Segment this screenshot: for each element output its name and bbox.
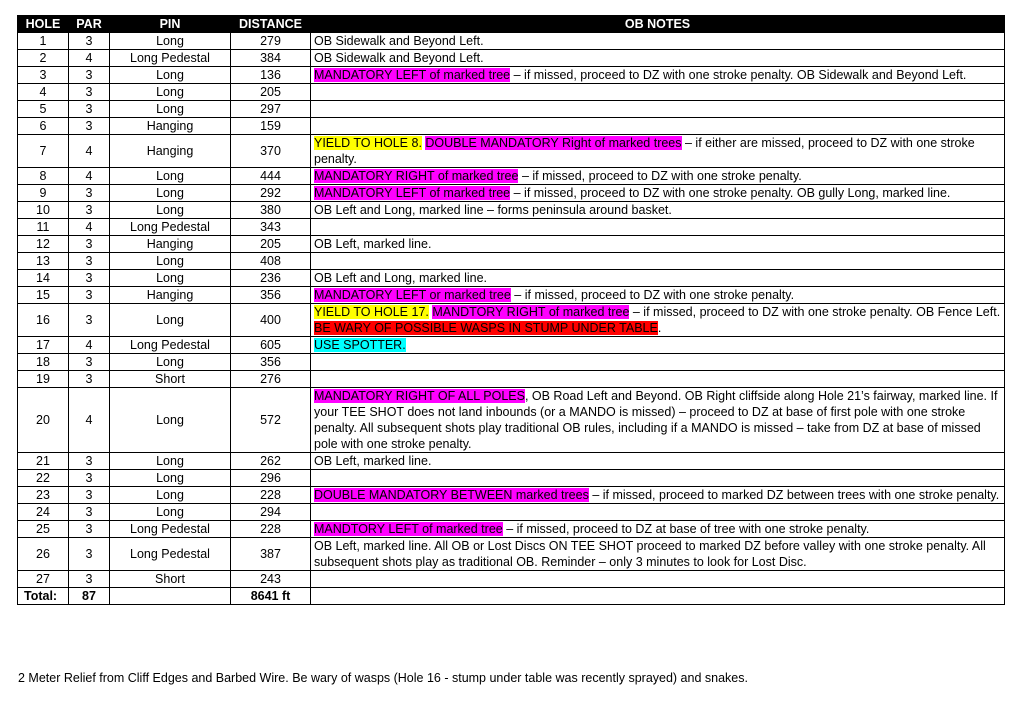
hole-distance: 297 <box>231 101 311 118</box>
table-row <box>18 453 1005 470</box>
highlighted-note: DOUBLE MANDATORY Right of marked trees <box>425 136 682 150</box>
hole-number: 5 <box>18 101 69 118</box>
note-text: – if missed, proceed to DZ at base of tree with one stroke penalty. <box>502 522 870 536</box>
hole-par: 3 <box>69 67 110 84</box>
hole-number: 1 <box>18 33 69 50</box>
hole-distance: 572 <box>231 388 311 453</box>
table-row <box>18 487 1005 504</box>
hole-number: 24 <box>18 504 69 521</box>
hole-number: 17 <box>18 337 69 354</box>
total-distance: 8641 ft <box>231 588 311 605</box>
hole-distance: 279 <box>231 33 311 50</box>
hole-notes <box>311 304 1005 337</box>
table-row <box>18 33 1005 50</box>
hole-notes <box>311 287 1005 304</box>
hole-par: 3 <box>69 270 110 287</box>
hole-notes <box>311 33 1005 50</box>
hole-pin: Long <box>110 101 231 118</box>
hole-number: 23 <box>18 487 69 504</box>
hole-par: 4 <box>69 219 110 236</box>
hole-pin: Long <box>110 504 231 521</box>
note-text: – if missed, proceed to DZ with one stroke penalty. OB Fence Left. <box>629 305 1001 319</box>
hole-number: 11 <box>18 219 69 236</box>
hole-distance: 356 <box>231 287 311 304</box>
table-row <box>18 504 1005 521</box>
hole-par: 3 <box>69 521 110 538</box>
hole-distance: 294 <box>231 504 311 521</box>
hole-pin: Long Pedestal <box>110 50 231 67</box>
hole-par: 3 <box>69 538 110 571</box>
hole-par: 3 <box>69 354 110 371</box>
highlighted-note: MANDATORY LEFT of marked tree <box>314 68 511 82</box>
hole-notes <box>311 118 1005 135</box>
hole-pin: Long <box>110 67 231 84</box>
hole-pin: Long <box>110 470 231 487</box>
hole-pin: Hanging <box>110 118 231 135</box>
hole-par: 3 <box>69 287 110 304</box>
highlighted-note: YIELD TO HOLE 17. <box>314 305 429 319</box>
hole-notes <box>311 135 1005 168</box>
note-text: , OB Road Left and Beyond. OB Right cliffside along Hole 21’s fairway, marked line. If your TEE SHOT does not land inbounds (or a MANDO is missed) – proceed to DZ at base of first pole with one stroke penalty. All subsequent shots play traditional OB rules, including if a MANDO is missed – take from DZ at base of missed pole with one stroke penalty. <box>314 389 998 451</box>
table-row <box>18 253 1005 270</box>
hole-pin: Long <box>110 84 231 101</box>
hole-notes <box>311 571 1005 588</box>
hole-par: 3 <box>69 504 110 521</box>
hole-distance: 444 <box>231 168 311 185</box>
hole-par: 3 <box>69 571 110 588</box>
hole-pin: Long Pedestal <box>110 538 231 571</box>
hole-distance: 387 <box>231 538 311 571</box>
table-row <box>18 118 1005 135</box>
hole-number: 7 <box>18 135 69 168</box>
hole-pin: Long <box>110 270 231 287</box>
hole-pin: Long <box>110 388 231 453</box>
hole-number: 20 <box>18 388 69 453</box>
hole-notes <box>311 185 1005 202</box>
total-notes-empty <box>311 588 1005 605</box>
col-header-par: PAR <box>69 16 110 33</box>
hole-number: 4 <box>18 84 69 101</box>
table-row <box>18 202 1005 219</box>
col-header-notes: OB NOTES <box>311 16 1005 33</box>
hole-distance: 262 <box>231 453 311 470</box>
hole-number: 8 <box>18 168 69 185</box>
hole-notes <box>311 270 1005 287</box>
hole-pin: Long <box>110 185 231 202</box>
hole-distance: 384 <box>231 50 311 67</box>
note-text: . <box>657 321 662 335</box>
hole-par: 3 <box>69 470 110 487</box>
table-row <box>18 470 1005 487</box>
note-text: OB Left, marked line. <box>314 237 432 251</box>
hole-pin: Long <box>110 487 231 504</box>
hole-number: 16 <box>18 304 69 337</box>
hole-number: 9 <box>18 185 69 202</box>
hole-number: 6 <box>18 118 69 135</box>
hole-par: 4 <box>69 388 110 453</box>
hole-distance: 380 <box>231 202 311 219</box>
table-row <box>18 521 1005 538</box>
hole-pin: Hanging <box>110 287 231 304</box>
note-text: OB Sidewalk and Beyond Left. <box>314 51 484 65</box>
hole-par: 3 <box>69 202 110 219</box>
note-text: – if missed, proceed to DZ with one stroke penalty. <box>510 288 795 302</box>
hole-notes <box>311 388 1005 453</box>
table-row <box>18 219 1005 236</box>
hole-number: 26 <box>18 538 69 571</box>
hole-notes <box>311 236 1005 253</box>
table-row <box>18 354 1005 371</box>
hole-notes <box>311 84 1005 101</box>
total-pin-empty <box>110 588 231 605</box>
hole-pin: Long <box>110 354 231 371</box>
hole-notes <box>311 354 1005 371</box>
table-row <box>18 135 1005 168</box>
hole-distance: 228 <box>231 521 311 538</box>
hole-notes <box>311 202 1005 219</box>
hole-distance: 356 <box>231 354 311 371</box>
hole-number: 3 <box>18 67 69 84</box>
highlighted-note: BE WARY OF POSSIBLE WASPS IN STUMP UNDER TABLE <box>314 321 658 335</box>
total-par: 87 <box>69 588 110 605</box>
hole-distance: 605 <box>231 337 311 354</box>
hole-distance: 228 <box>231 487 311 504</box>
hole-pin: Long <box>110 453 231 470</box>
hole-notes <box>311 521 1005 538</box>
hole-number: 21 <box>18 453 69 470</box>
col-header-pin: PIN <box>110 16 231 33</box>
hole-pin: Hanging <box>110 135 231 168</box>
table-row <box>18 168 1005 185</box>
hole-notes <box>311 219 1005 236</box>
hole-par: 3 <box>69 487 110 504</box>
hole-notes <box>311 101 1005 118</box>
hole-notes <box>311 50 1005 67</box>
highlighted-note: MANDTORY LEFT of marked tree <box>314 522 503 536</box>
hole-notes <box>311 487 1005 504</box>
highlighted-note: USE SPOTTER. <box>314 338 406 352</box>
hole-number: 18 <box>18 354 69 371</box>
note-text: OB Left and Long, marked line. <box>314 271 488 285</box>
hole-distance: 236 <box>231 270 311 287</box>
hole-pin: Short <box>110 571 231 588</box>
note-text: OB Left, marked line. <box>314 454 432 468</box>
table-row <box>18 571 1005 588</box>
highlighted-note: YIELD TO HOLE 8. <box>314 136 422 150</box>
hole-notes <box>311 538 1005 571</box>
note-text: OB Left, marked line. All OB or Lost Discs ON TEE SHOT proceed to marked DZ before valley with one stroke penalty. All subsequent shots play as traditional OB. Reminder – only 3 minutes to look for Lost Disc. <box>314 539 986 569</box>
total-row <box>18 588 1005 605</box>
hole-pin: Long <box>110 33 231 50</box>
hole-par: 3 <box>69 236 110 253</box>
table-row <box>18 185 1005 202</box>
highlighted-note: MANDTORY RIGHT of marked tree <box>432 305 630 319</box>
hole-par: 4 <box>69 50 110 67</box>
table-row <box>18 371 1005 388</box>
note-text: – if missed, proceed to DZ with one stroke penalty. OB Sidewalk and Beyond Left. <box>510 68 967 82</box>
table-row <box>18 270 1005 287</box>
hole-number: 12 <box>18 236 69 253</box>
hole-number: 25 <box>18 521 69 538</box>
table-row <box>18 84 1005 101</box>
note-text: OB Left and Long, marked line – forms peninsula around basket. <box>314 203 672 217</box>
hole-notes <box>311 337 1005 354</box>
highlighted-note: MANDATORY RIGHT of marked tree <box>314 169 519 183</box>
col-header-hole: HOLE <box>18 16 69 33</box>
hole-par: 4 <box>69 135 110 168</box>
table-row <box>18 67 1005 84</box>
hole-pin: Long Pedestal <box>110 521 231 538</box>
hole-number: 19 <box>18 371 69 388</box>
hole-par: 3 <box>69 371 110 388</box>
hole-notes <box>311 504 1005 521</box>
note-text: OB Sidewalk and Beyond Left. <box>314 34 484 48</box>
note-text: – if missed, proceed to DZ with one stroke penalty. OB gully Long, marked line. <box>510 186 951 200</box>
hole-distance: 205 <box>231 84 311 101</box>
hole-pin: Short <box>110 371 231 388</box>
hole-distance: 292 <box>231 185 311 202</box>
hole-pin: Long Pedestal <box>110 219 231 236</box>
table-row <box>18 304 1005 337</box>
hole-pin: Long Pedestal <box>110 337 231 354</box>
note-text: – if missed, proceed to marked DZ between trees with one stroke penalty. <box>588 488 1000 502</box>
header-row <box>18 16 1005 33</box>
hole-notes <box>311 453 1005 470</box>
hole-distance: 400 <box>231 304 311 337</box>
total-label: Total: <box>18 588 69 605</box>
hole-pin: Long <box>110 304 231 337</box>
hole-notes <box>311 253 1005 270</box>
table-row <box>18 101 1005 118</box>
table-row <box>18 236 1005 253</box>
hole-par: 4 <box>69 337 110 354</box>
highlighted-note: MANDATORY RIGHT OF ALL POLES <box>314 389 525 403</box>
hole-table <box>17 15 1005 605</box>
note-text: – if either are missed, proceed to DZ with one stroke penalty. <box>314 136 975 166</box>
hole-pin: Long <box>110 168 231 185</box>
hole-distance: 276 <box>231 371 311 388</box>
hole-number: 10 <box>18 202 69 219</box>
hole-notes <box>311 67 1005 84</box>
table-row <box>18 388 1005 453</box>
hole-par: 3 <box>69 453 110 470</box>
hole-par: 3 <box>69 253 110 270</box>
hole-number: 15 <box>18 287 69 304</box>
hole-distance: 243 <box>231 571 311 588</box>
table-row <box>18 287 1005 304</box>
note-text: – if missed, proceed to DZ with one stroke penalty. <box>518 169 802 183</box>
hole-number: 14 <box>18 270 69 287</box>
highlighted-note: MANDATORY LEFT of marked tree <box>314 186 511 200</box>
hole-par: 3 <box>69 304 110 337</box>
hole-distance: 159 <box>231 118 311 135</box>
hole-pin: Long <box>110 253 231 270</box>
table-row <box>18 50 1005 67</box>
hole-rows <box>18 33 1005 588</box>
hole-notes <box>311 371 1005 388</box>
hole-par: 3 <box>69 185 110 202</box>
hole-distance: 343 <box>231 219 311 236</box>
highlighted-note: DOUBLE MANDATORY BETWEEN marked trees <box>314 488 589 502</box>
hole-par: 3 <box>69 84 110 101</box>
hole-number: 2 <box>18 50 69 67</box>
hole-number: 27 <box>18 571 69 588</box>
hole-pin: Hanging <box>110 236 231 253</box>
hole-distance: 296 <box>231 470 311 487</box>
hole-par: 4 <box>69 168 110 185</box>
hole-distance: 370 <box>231 135 311 168</box>
hole-number: 22 <box>18 470 69 487</box>
hole-distance: 136 <box>231 67 311 84</box>
hole-distance: 205 <box>231 236 311 253</box>
hole-distance: 408 <box>231 253 311 270</box>
hole-notes <box>311 470 1005 487</box>
hole-par: 3 <box>69 33 110 50</box>
hole-pin: Long <box>110 202 231 219</box>
table-row <box>18 337 1005 354</box>
hole-par: 3 <box>69 118 110 135</box>
highlighted-note: MANDATORY LEFT or marked tree <box>314 288 511 302</box>
hole-notes <box>311 168 1005 185</box>
footer-note: 2 Meter Relief from Cliff Edges and Barbed Wire. Be wary of wasps (Hole 16 - stump under table was recently sprayed) and snakes. <box>18 671 748 685</box>
hole-par: 3 <box>69 101 110 118</box>
table-row <box>18 538 1005 571</box>
hole-number: 13 <box>18 253 69 270</box>
col-header-distance: DISTANCE <box>231 16 311 33</box>
